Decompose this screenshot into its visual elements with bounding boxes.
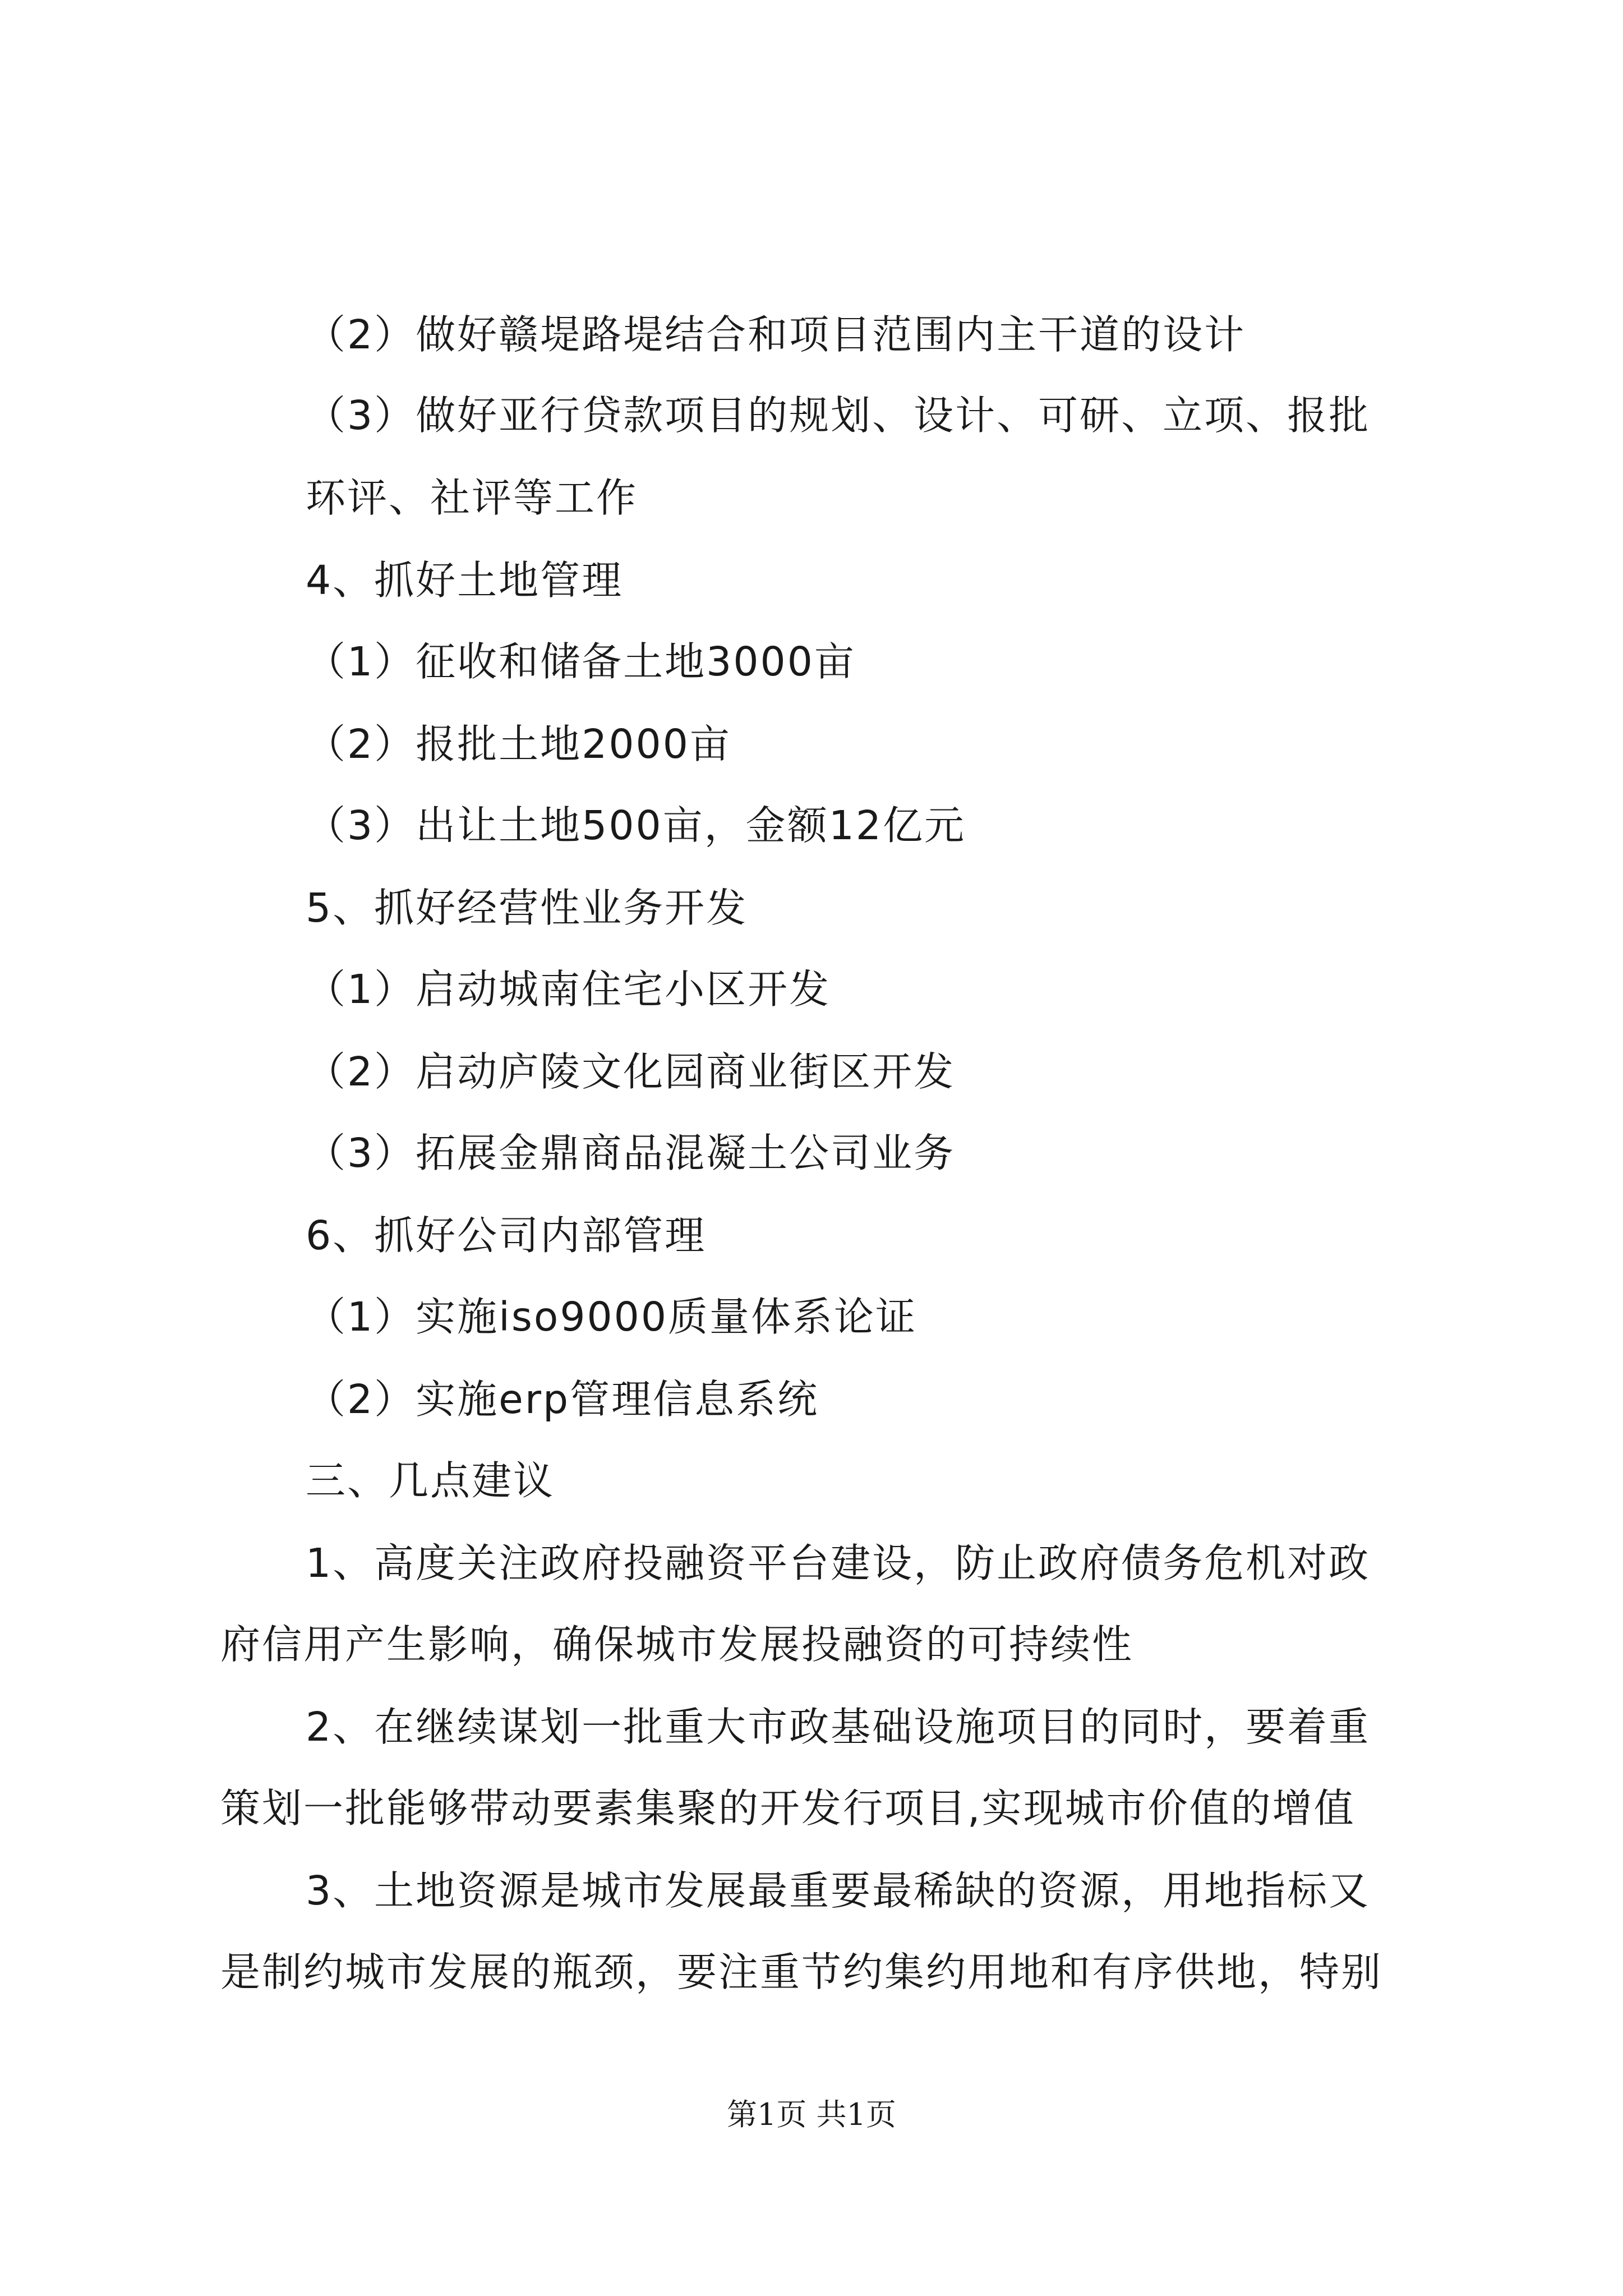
text-line-21: 是制约城市发展的瓶颈，要注重节约集约用地和有序供地，特别: [220, 1949, 1383, 1995]
text-line-12: 6、抓好公司内部管理: [306, 1212, 707, 1259]
text-line-20: 3、土地资源是城市发展最重要最稀缺的资源，用地指标又: [306, 1867, 1371, 1914]
text-line-3: 环评、社评等工作: [306, 475, 638, 521]
text-line-14: （2）实施erp管理信息系统: [306, 1376, 819, 1423]
text-line-18: 2、在继续谋划一批重大市政基础设施项目的同时，要着重: [306, 1704, 1371, 1750]
text-line-9: （1）启动城南住宅小区开发: [306, 966, 831, 1013]
text-line-10: （2）启动庐陵文化园商业街区开发: [306, 1048, 956, 1095]
text-line-1: （2）做好赣堤路堤结合和项目范围内主干道的设计: [306, 311, 1246, 358]
page-footer: 第1页 共1页: [727, 2097, 896, 2132]
text-line-16: 1、高度关注政府投融资平台建设，防止政府债务危机对政: [306, 1540, 1371, 1586]
text-line-17: 府信用产生影响，确保城市发展投融资的可持续性: [220, 1621, 1134, 1668]
text-line-2: （3）做好亚行贷款项目的规划、设计、可研、立项、报批: [306, 392, 1371, 439]
text-line-19: 策划一批能够带动要素集聚的开发行项目,实现城市价值的增值: [220, 1785, 1355, 1832]
text-line-5: （1）征收和储备土地3000亩: [306, 638, 856, 685]
text-line-8: 5、抓好经营性业务开发: [306, 885, 748, 931]
text-line-13: （1）实施iso9000质量体系论证: [306, 1294, 917, 1340]
text-line-6: （2）报批土地2000亩: [306, 721, 731, 767]
text-line-7: （3）出让土地500亩，金额12亿元: [306, 802, 966, 849]
text-line-4: 4、抓好土地管理: [306, 557, 624, 604]
text-line-11: （3）拓展金鼎商品混凝土公司业务: [306, 1130, 956, 1176]
text-line-15: 三、几点建议: [306, 1457, 555, 1504]
